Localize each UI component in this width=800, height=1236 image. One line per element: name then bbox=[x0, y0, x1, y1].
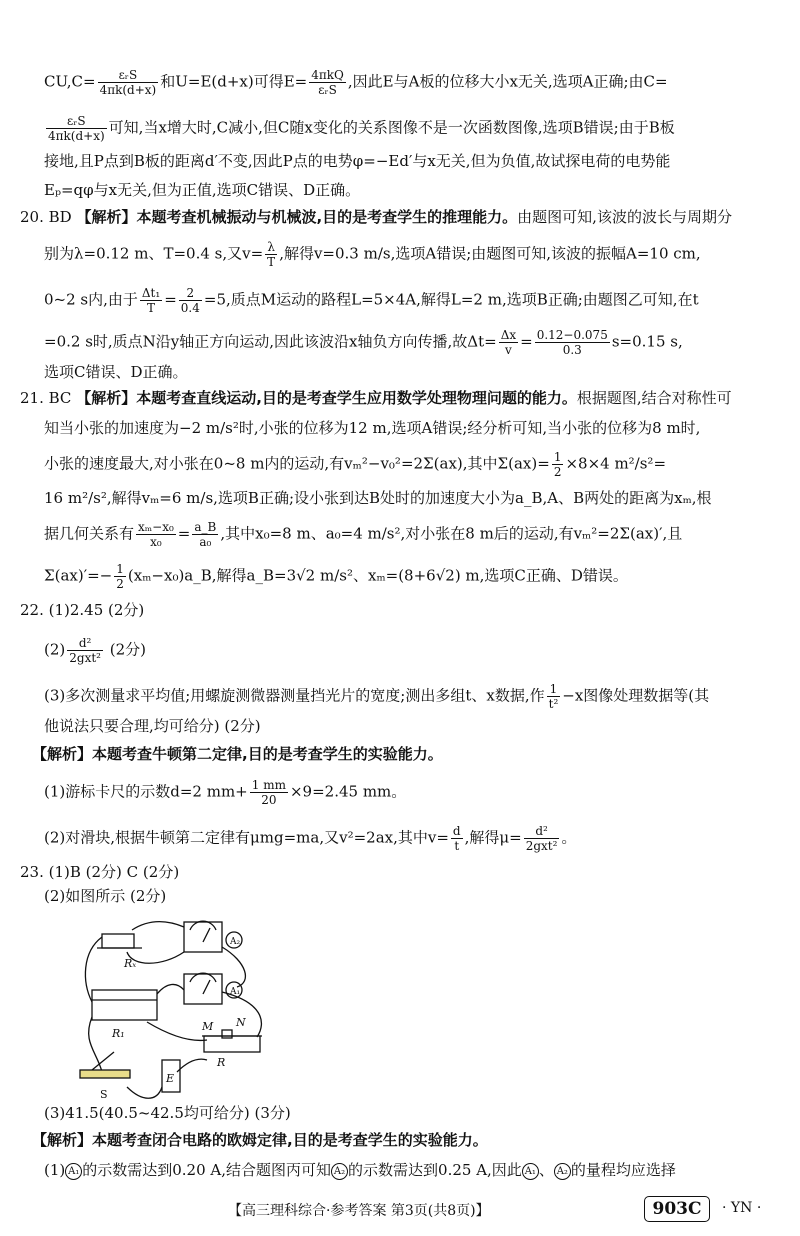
q22-line-6: (1)游标卡尺的示数d=2 mm+ $\frac{1 mm}{20}$ ×9=2.45 mm。 bbox=[44, 778, 407, 807]
fraction: $\frac{\Delta x}{v}$ bbox=[500, 328, 517, 357]
q21-line-6: Σ(ax)′=− $\frac{1}{2}$ (xₘ−x₀)a_B,解得a_B=3√2 m/s²、xₘ=(8+6√2) m,选项C正确、D错误。 bbox=[44, 562, 628, 591]
ammeter-a2-symbol: A₂ bbox=[331, 1163, 348, 1180]
q20-line-4: =0.2 s时,质点N沿y轴正方向运动,因此该波沿x轴负方向传播,故Δt= $\frac{\Delta x}{v}$ = $\frac{0.12-0.075}{0.3}$ s=0.15 s, bbox=[44, 328, 683, 357]
fraction: $\frac{\text{4πkQ}}{\text{εᵣS}}$ bbox=[311, 68, 344, 97]
q22-line-4: 他说法只要合理,均可给分) (2分) bbox=[44, 717, 261, 735]
fraction: $\frac{\text{xₘ−x₀}}{\text{x₀}}$ bbox=[138, 520, 174, 549]
fraction: $\frac{1}{2}$ bbox=[553, 450, 562, 479]
q21-line-2: 知当小张的加速度为−2 m/s²时,小张的位移为12 m,选项A错误;经分析可知,当小张的位移为8 m时, bbox=[44, 419, 701, 437]
label-r: R bbox=[217, 1056, 226, 1069]
label-r1: R₁ bbox=[112, 1027, 125, 1040]
q19-line-1: CU,C= $\frac{\text{εᵣS}}{4\pi k(d+x)}$ 和U=E(d+x)可得E= $\frac{\text{4πkQ}}{\text{εᵣS}}$ ,因此E与A板的位移大小x无关,选项A正确;由C= bbox=[44, 68, 668, 97]
q23-line-3: (3)41.5(40.5~42.5均可给分) (3分) bbox=[44, 1104, 291, 1122]
q23-analysis-heading: 【解析】本题考查闭合电路的欧姆定律,目的是考查学生的实验能力。 bbox=[32, 1131, 488, 1149]
fraction: $\frac{\text{Δt₁}}{T}$ bbox=[141, 286, 161, 315]
q23-line-2: (2)如图所示 (2分) bbox=[44, 887, 167, 905]
circuit-diagram bbox=[72, 912, 272, 1122]
q22-analysis-heading: 【解析】本题考查牛顿第二定律,目的是考查学生的实验能力。 bbox=[32, 745, 443, 763]
fraction: $\frac{0.12-0.075}{0.3}$ bbox=[536, 328, 608, 357]
fraction: $\frac{2}{0.4}$ bbox=[180, 286, 200, 315]
fraction: $\frac{a\_B}{\text{a₀}}$ bbox=[194, 520, 217, 549]
fraction: $\frac{1}{2}$ bbox=[116, 562, 124, 591]
q22-line-3: (3)多次测量求平均值;用螺旋测微器测量挡光片的宽度;测出多组t、x数据,作 $\frac{1}{\text{t²}}$ −x图像处理数据等(其 bbox=[44, 682, 710, 711]
ammeter-a1-symbol: A₁ bbox=[522, 1163, 539, 1180]
fraction: $\frac{\lambda}{T}$ bbox=[267, 240, 276, 269]
ammeter-a1-symbol: A₁ bbox=[65, 1163, 82, 1180]
q20-line-1: 20. BD 【解析】本题考查机械振动与机械波,目的是考查学生的推理能力。由题图可知,该波的波长与周期分 bbox=[20, 208, 732, 226]
fraction: $\frac{\text{d²}}{\text{2gxt²}}$ bbox=[69, 636, 101, 665]
q20-line-3: 0~2 s内,由于 $\frac{\text{Δt₁}}{T}$ = $\frac{2}{0.4}$ =5,质点M运动的路程L=5×4A,解得L=2 m,选项B正确;由题图乙可知,在t bbox=[44, 286, 699, 315]
fraction: $\frac{1 mm}{20}$ bbox=[251, 778, 286, 807]
fraction: $\frac{1}{\text{t²}}$ bbox=[548, 682, 559, 711]
fraction: $\frac{\text{d²}}{\text{2gxt²}}$ bbox=[525, 824, 558, 853]
q23-line-1: 23. (1)B (2分) C (2分) bbox=[20, 863, 180, 881]
q22-line-7: (2)对滑块,根据牛顿第二定律有μmg=ma,又v²=2ax,其中v= $\frac{d}{t}$ ,解得μ= $\frac{\text{d²}}{\text{2gxt²}}$ 。 bbox=[44, 824, 577, 853]
ammeter-a2-symbol: A₂ bbox=[554, 1163, 571, 1180]
footer-code-badge: 903C bbox=[644, 1196, 710, 1222]
label-m: M bbox=[202, 1020, 214, 1033]
fraction: $\frac{d}{t}$ bbox=[452, 824, 461, 853]
q20-line-5: 选项C错误、D正确。 bbox=[44, 363, 188, 381]
q19-line-4: Eₚ=qφ与x无关,但为正值,选项C错误、D正确。 bbox=[44, 181, 361, 199]
footer-page-info: 【高三理科综合·参考答案 第3页(共8页)】 bbox=[228, 1203, 490, 1219]
fraction: $\frac{\text{εᵣS}}{4\pi k(d+x)}$ bbox=[48, 114, 105, 143]
q21-line-4: 16 m²/s²,解得vₘ=6 m/s,选项B正确;设小张到达B处时的加速度大小为a_B,A、B两处的距离为xₘ,根 bbox=[44, 489, 712, 507]
page-footer bbox=[0, 1196, 800, 1226]
q22-line-2: (2) $\frac{\text{d²}}{\text{2gxt²}}$ (2分) bbox=[44, 636, 146, 665]
q22-line-1: 22. (1)2.45 (2分) bbox=[20, 601, 145, 619]
q19-line-2: $\frac{\text{εᵣS}}{4\pi k(d+x)}$ 可知,当x增大时,C减小,但C随x变化的关系图像不是一次函数图像,选项B错误;由于B板 bbox=[48, 114, 675, 143]
q23-line-5: (1) A₁ 的示数需达到0.20 A,结合题图丙可知 A₂ 的示数需达到0.25 A,因此 A₁ 、 A₂ 的量程均应选择 bbox=[44, 1161, 676, 1179]
label-e: E bbox=[166, 1072, 175, 1085]
footer-region-tag: · YN · bbox=[722, 1200, 762, 1216]
q20-line-2: 别为λ=0.12 m、T=0.4 s,又v= $\frac{\lambda}{T}$ ,解得v=0.3 m/s,选项A错误;由题图可知,该波的振幅A=10 cm, bbox=[44, 240, 701, 269]
label-rx: Rₓ bbox=[124, 957, 137, 970]
label-a1: A₁ bbox=[230, 987, 241, 997]
q21-line-5: 据几何关系有 $\frac{\text{xₘ−x₀}}{\text{x₀}}$ = $\frac{a\_B}{\text{a₀}}$ ,其中x₀=8 m、a₀=4 m/s²,对小张在8 m后的运动,有vₘ²=2Σ(ax)′,且 bbox=[44, 520, 683, 549]
label-n: N bbox=[236, 1016, 246, 1029]
label-a2: A₂ bbox=[230, 937, 241, 947]
q21-line-1: 21. BC 【解析】本题考查直线运动,目的是考查学生应用数学处理物理问题的能力。根据题图,结合对称性可 bbox=[20, 389, 732, 407]
label-s: S bbox=[100, 1088, 108, 1101]
q19-line-3: 接地,且P点到B板的距离d′不变,因此P点的电势φ=−Ed′与x无关,但为负值,故试探电荷的电势能 bbox=[44, 152, 671, 170]
fraction: $\frac{\text{εᵣS}}{4\pi k(d+x)}$ bbox=[99, 68, 157, 97]
q21-line-3: 小张的速度最大,对小张在0~8 m内的运动,有vₘ²−v₀²=2Σ(ax),其中Σ(ax)= $\frac{1}{2}$ ×8×4 m²/s²= bbox=[44, 450, 667, 479]
